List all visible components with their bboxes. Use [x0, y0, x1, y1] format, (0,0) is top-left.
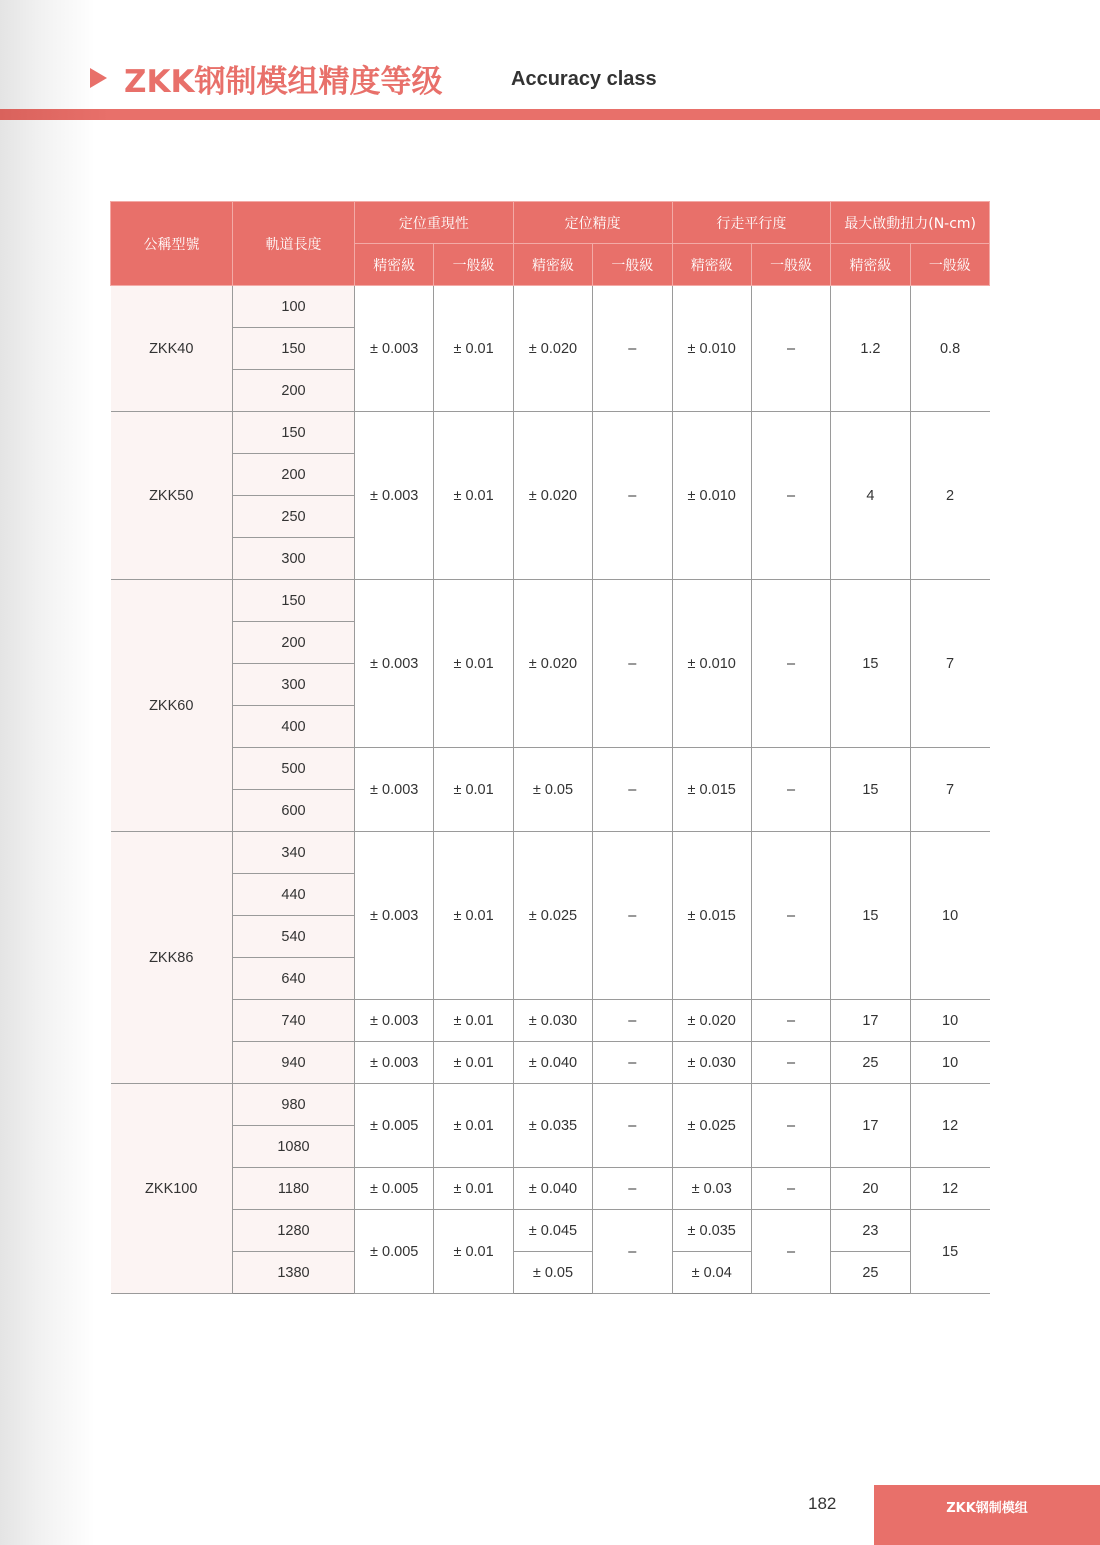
- repeatability-normal-cell: ± 0.01: [434, 412, 513, 580]
- model-cell: ZKK40: [111, 286, 233, 412]
- length-cell: 400: [233, 706, 355, 748]
- torque-precision-cell: 15: [831, 748, 910, 832]
- repeatability-normal-cell: ± 0.01: [434, 1168, 513, 1210]
- accuracy-table: [110, 201, 990, 1294]
- torque-normal-cell: 10: [910, 832, 989, 1000]
- model-cell: ZKK50: [111, 412, 233, 580]
- accuracy-precision-cell: ± 0.030: [513, 1000, 592, 1042]
- parallelism-normal-cell: –: [751, 1210, 830, 1294]
- accuracy-normal-cell: –: [593, 1084, 672, 1168]
- length-cell: 640: [233, 958, 355, 1000]
- table-row: [111, 748, 990, 790]
- length-cell: 500: [233, 748, 355, 790]
- length-cell: 740: [233, 1000, 355, 1042]
- subheader-precision: 精密級: [672, 244, 751, 286]
- length-cell: 300: [233, 538, 355, 580]
- length-cell: 150: [233, 580, 355, 622]
- length-cell: 150: [233, 412, 355, 454]
- length-cell: 1280: [233, 1210, 355, 1252]
- repeatability-precision-cell: ± 0.005: [355, 1210, 434, 1294]
- accuracy-precision-cell: ± 0.025: [513, 832, 592, 1000]
- parallelism-normal-cell: –: [751, 832, 830, 1000]
- parallelism-precision-cell: ± 0.010: [672, 286, 751, 412]
- model-cell: ZKK100: [111, 1084, 233, 1294]
- accuracy-precision-cell: ± 0.045: [513, 1210, 592, 1252]
- table-row: [111, 412, 990, 454]
- model-cell: ZKK60: [111, 580, 233, 832]
- page-spine-shadow: [0, 0, 95, 1545]
- accuracy-precision-cell: ± 0.05: [513, 1252, 592, 1294]
- table-row: [111, 1000, 990, 1042]
- accuracy-normal-cell: –: [593, 748, 672, 832]
- parallelism-normal-cell: –: [751, 286, 830, 412]
- torque-precision-cell: 17: [831, 1000, 910, 1042]
- length-cell: 440: [233, 874, 355, 916]
- subheader-normal: 一般級: [593, 244, 672, 286]
- subheader-normal: 一般級: [751, 244, 830, 286]
- table-row: [111, 1210, 990, 1252]
- accuracy-normal-cell: –: [593, 580, 672, 748]
- page-subtitle: Accuracy class: [511, 68, 657, 90]
- accuracy-precision-cell: ± 0.035: [513, 1084, 592, 1168]
- table-row: [111, 580, 990, 622]
- page-number: 182: [808, 1494, 837, 1513]
- repeatability-precision-cell: ± 0.003: [355, 412, 434, 580]
- torque-normal-cell: 7: [910, 748, 989, 832]
- length-cell: 340: [233, 832, 355, 874]
- header-max-starting-torque: 最大啟動扭力(N-cm): [831, 202, 990, 244]
- accuracy-precision-cell: ± 0.020: [513, 286, 592, 412]
- repeatability-normal-cell: ± 0.01: [434, 1210, 513, 1294]
- torque-precision-cell: 25: [831, 1042, 910, 1084]
- accuracy-precision-cell: ± 0.020: [513, 580, 592, 748]
- torque-precision-cell: 23: [831, 1210, 910, 1252]
- torque-precision-cell: 4: [831, 412, 910, 580]
- repeatability-precision-cell: ± 0.003: [355, 286, 434, 412]
- length-cell: 250: [233, 496, 355, 538]
- header-running-parallelism: 行走平行度: [672, 202, 831, 244]
- parallelism-precision-cell: ± 0.020: [672, 1000, 751, 1042]
- parallelism-normal-cell: –: [751, 1000, 830, 1042]
- parallelism-precision-cell: ± 0.035: [672, 1210, 751, 1252]
- section-tab-label: ZKK钢制模组: [946, 1500, 1028, 1516]
- repeatability-precision-cell: ± 0.003: [355, 1042, 434, 1084]
- repeatability-normal-cell: ± 0.01: [434, 832, 513, 1000]
- repeatability-precision-cell: ± 0.003: [355, 748, 434, 832]
- subheader-precision: 精密級: [355, 244, 434, 286]
- parallelism-precision-cell: ± 0.015: [672, 748, 751, 832]
- parallelism-normal-cell: –: [751, 748, 830, 832]
- parallelism-precision-cell: ± 0.04: [672, 1252, 751, 1294]
- table-row: [111, 832, 990, 874]
- parallelism-precision-cell: ± 0.03: [672, 1168, 751, 1210]
- header-model: 公稱型號: [111, 202, 233, 286]
- repeatability-normal-cell: ± 0.01: [434, 580, 513, 748]
- length-cell: 200: [233, 622, 355, 664]
- length-cell: 300: [233, 664, 355, 706]
- accuracy-normal-cell: –: [593, 1000, 672, 1042]
- accuracy-precision-cell: ± 0.05: [513, 748, 592, 832]
- length-cell: 1380: [233, 1252, 355, 1294]
- parallelism-normal-cell: –: [751, 412, 830, 580]
- torque-precision-cell: 1.2: [831, 286, 910, 412]
- parallelism-normal-cell: –: [751, 580, 830, 748]
- repeatability-precision-cell: ± 0.003: [355, 1000, 434, 1042]
- repeatability-normal-cell: ± 0.01: [434, 1042, 513, 1084]
- torque-precision-cell: 25: [831, 1252, 910, 1294]
- header-positioning-repeatability: 定位重現性: [355, 202, 514, 244]
- table-row: [111, 1084, 990, 1126]
- accuracy-normal-cell: –: [593, 286, 672, 412]
- subheader-precision: 精密級: [831, 244, 910, 286]
- torque-normal-cell: 2: [910, 412, 989, 580]
- repeatability-normal-cell: ± 0.01: [434, 286, 513, 412]
- torque-normal-cell: 12: [910, 1084, 989, 1168]
- repeatability-precision-cell: ± 0.005: [355, 1168, 434, 1210]
- accuracy-normal-cell: –: [593, 1168, 672, 1210]
- torque-precision-cell: 17: [831, 1084, 910, 1168]
- length-cell: 540: [233, 916, 355, 958]
- table-row: [111, 286, 990, 328]
- torque-normal-cell: 0.8: [910, 286, 989, 412]
- parallelism-precision-cell: ± 0.015: [672, 832, 751, 1000]
- repeatability-normal-cell: ± 0.01: [434, 748, 513, 832]
- header-rail-length: 軌道長度: [233, 202, 355, 286]
- page-title: ZKK钢制模组精度等级: [124, 64, 443, 100]
- parallelism-normal-cell: –: [751, 1168, 830, 1210]
- section-tab: [874, 1485, 1100, 1545]
- torque-precision-cell: 20: [831, 1168, 910, 1210]
- torque-normal-cell: 12: [910, 1168, 989, 1210]
- parallelism-normal-cell: –: [751, 1042, 830, 1084]
- accuracy-normal-cell: –: [593, 1210, 672, 1294]
- accuracy-normal-cell: –: [593, 832, 672, 1000]
- torque-normal-cell: 7: [910, 580, 989, 748]
- accuracy-precision-cell: ± 0.040: [513, 1042, 592, 1084]
- table-row: [111, 1168, 990, 1210]
- parallelism-precision-cell: ± 0.010: [672, 580, 751, 748]
- repeatability-precision-cell: ± 0.003: [355, 832, 434, 1000]
- repeatability-normal-cell: ± 0.01: [434, 1000, 513, 1042]
- length-cell: 940: [233, 1042, 355, 1084]
- length-cell: 200: [233, 454, 355, 496]
- length-cell: 600: [233, 790, 355, 832]
- title-arrow-icon: [90, 68, 107, 88]
- length-cell: 980: [233, 1084, 355, 1126]
- torque-precision-cell: 15: [831, 580, 910, 748]
- accuracy-precision-cell: ± 0.040: [513, 1168, 592, 1210]
- accuracy-normal-cell: –: [593, 412, 672, 580]
- parallelism-precision-cell: ± 0.010: [672, 412, 751, 580]
- repeatability-precision-cell: ± 0.003: [355, 580, 434, 748]
- subheader-precision: 精密級: [513, 244, 592, 286]
- torque-normal-cell: 10: [910, 1042, 989, 1084]
- model-cell: ZKK86: [111, 832, 233, 1084]
- title-divider: [0, 109, 1100, 120]
- parallelism-precision-cell: ± 0.025: [672, 1084, 751, 1168]
- torque-precision-cell: 15: [831, 832, 910, 1000]
- header-positioning-accuracy: 定位精度: [513, 202, 672, 244]
- parallelism-precision-cell: ± 0.030: [672, 1042, 751, 1084]
- repeatability-precision-cell: ± 0.005: [355, 1084, 434, 1168]
- table-row: [111, 1252, 990, 1294]
- subheader-normal: 一般級: [910, 244, 989, 286]
- torque-normal-cell: 15: [910, 1210, 989, 1294]
- length-cell: 1080: [233, 1126, 355, 1168]
- repeatability-normal-cell: ± 0.01: [434, 1084, 513, 1168]
- length-cell: 150: [233, 328, 355, 370]
- accuracy-normal-cell: –: [593, 1042, 672, 1084]
- length-cell: 1180: [233, 1168, 355, 1210]
- parallelism-normal-cell: –: [751, 1084, 830, 1168]
- length-cell: 200: [233, 370, 355, 412]
- length-cell: 100: [233, 286, 355, 328]
- accuracy-precision-cell: ± 0.020: [513, 412, 592, 580]
- table-row: [111, 1042, 990, 1084]
- subheader-normal: 一般級: [434, 244, 513, 286]
- torque-normal-cell: 10: [910, 1000, 989, 1042]
